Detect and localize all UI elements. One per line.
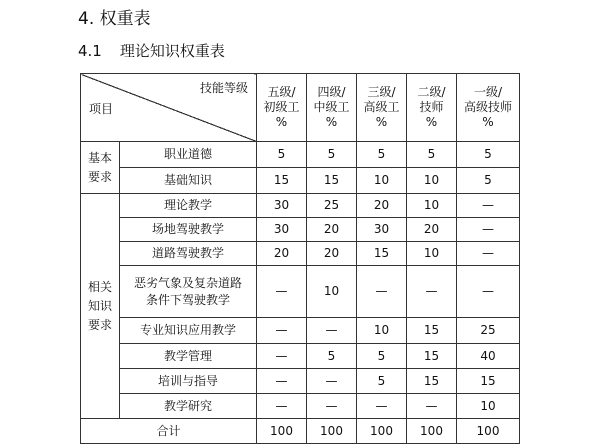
cell-value: 15 [407, 344, 457, 369]
row-item: 教学研究 [120, 394, 257, 419]
row-item: 职业道德 [120, 142, 257, 168]
table-row [81, 194, 520, 218]
row-item: 专业知识应用教学 [120, 318, 257, 344]
row-item: 培训与指导 [120, 369, 257, 394]
cell-value: 15 [457, 369, 520, 394]
total-value: 100 [457, 419, 520, 444]
cell-value: 5 [457, 168, 520, 194]
cell-value: — [457, 266, 520, 318]
table-row [81, 218, 520, 242]
cell-value: — [257, 344, 307, 369]
subsection-text: 理论知识权重表 [119, 42, 225, 60]
total-value: 100 [407, 419, 457, 444]
cell-value: — [457, 242, 520, 266]
table-row [81, 344, 520, 369]
table-row [81, 318, 520, 344]
cell-value: 5 [357, 344, 407, 369]
table-row [81, 168, 520, 194]
header-item: 项目 [89, 102, 114, 116]
subsection-title [78, 40, 225, 61]
cell-value: 15 [407, 318, 457, 344]
header-level-1: 一级/ 高级技师 % [457, 74, 520, 142]
cell-value: 5 [357, 369, 407, 394]
header-level-4: 四级/ 中级工 % [307, 74, 357, 142]
cell-value: 5 [307, 142, 357, 168]
cell-value: 10 [357, 318, 407, 344]
table-row [81, 242, 520, 266]
table-total-row [81, 419, 520, 444]
row-item: 场地驾驶教学 [120, 218, 257, 242]
cell-value: — [307, 318, 357, 344]
table-row [81, 394, 520, 419]
cell-value: 30 [257, 194, 307, 218]
row-item: 恶劣气象及复杂道路 条件下驾驶教学 [120, 266, 257, 318]
cell-value: 10 [307, 266, 357, 318]
cell-value: 10 [457, 394, 520, 419]
cell-value: 15 [307, 168, 357, 194]
cell-value: 25 [307, 194, 357, 218]
category-related: 相关 知识 要求 [81, 194, 120, 419]
table-row [81, 369, 520, 394]
cell-value: 15 [407, 369, 457, 394]
cell-value: 15 [357, 242, 407, 266]
cell-value: 40 [457, 344, 520, 369]
cell-value: — [307, 394, 357, 419]
total-value: 100 [257, 419, 307, 444]
total-label: 合计 [81, 419, 257, 444]
table-row [81, 266, 520, 318]
total-value: 100 [357, 419, 407, 444]
header-level-2: 二级/ 技师 % [407, 74, 457, 142]
table-header-row [81, 74, 520, 142]
cell-value: 5 [357, 142, 407, 168]
cell-value: — [357, 266, 407, 318]
cell-value: — [257, 318, 307, 344]
cell-value: 5 [257, 142, 307, 168]
cell-value: 10 [407, 242, 457, 266]
row-item: 教学管理 [120, 344, 257, 369]
header-skill-level: 技能等级 [199, 81, 248, 95]
row-item: 理论教学 [120, 194, 257, 218]
cell-value: 25 [457, 318, 520, 344]
cell-value: 5 [307, 344, 357, 369]
cell-value: 20 [407, 218, 457, 242]
cell-value: — [457, 194, 520, 218]
cell-value: — [357, 394, 407, 419]
row-item: 道路驾驶教学 [120, 242, 257, 266]
cell-value: — [257, 394, 307, 419]
cell-value: 20 [307, 218, 357, 242]
cell-value: 30 [257, 218, 307, 242]
header-level-5: 五级/ 初级工 % [257, 74, 307, 142]
cell-value: 20 [357, 194, 407, 218]
cell-value: — [407, 394, 457, 419]
weight-table [80, 73, 520, 444]
cell-value: — [257, 369, 307, 394]
subsection-number: 4.1 [78, 42, 102, 60]
table-row [81, 142, 520, 168]
row-item: 基础知识 [120, 168, 257, 194]
section-title: 4. 权重表 [78, 9, 151, 29]
cell-value: — [457, 218, 520, 242]
cell-value: 20 [257, 242, 307, 266]
category-basic: 基本 要求 [81, 142, 120, 194]
cell-value: — [407, 266, 457, 318]
cell-value: 10 [357, 168, 407, 194]
cell-value: — [257, 266, 307, 318]
cell-value: 30 [357, 218, 407, 242]
cell-value: 5 [457, 142, 520, 168]
cell-value: — [307, 369, 357, 394]
cell-value: 10 [407, 194, 457, 218]
cell-value: 20 [307, 242, 357, 266]
total-value: 100 [307, 419, 357, 444]
cell-value: 5 [407, 142, 457, 168]
header-level-3: 三级/ 高级工 % [357, 74, 407, 142]
cell-value: 15 [257, 168, 307, 194]
cell-value: 10 [407, 168, 457, 194]
header-corner-cell [81, 74, 257, 142]
